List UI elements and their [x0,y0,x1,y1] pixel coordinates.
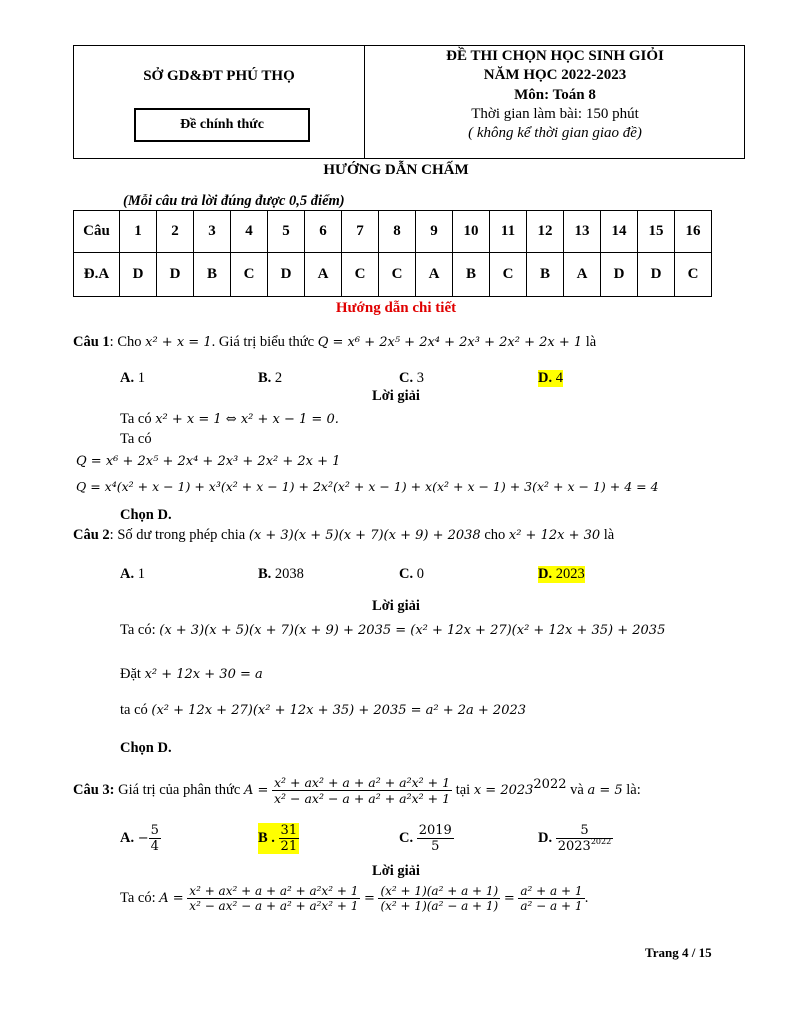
question-number: 10 [453,211,490,253]
question-number: 13 [564,211,601,253]
q2-solution-line3: ta có (x² + 12x + 27)(x² + 12x + 35) + 2035 = a² + 2a + 2023 [120,702,527,718]
answer-cell: D [120,253,157,297]
q2-solution-line1: Ta có: (x + 3)(x + 5)(x + 7)(x + 9) + 2035 = (x² + 12x + 27)(x² + 12x + 35) + 2035 [120,622,666,638]
answer-cell: C [231,253,268,297]
q2-statement: Câu 2: Số dư trong phép chia (x + 3)(x + 5)(x + 7)(x + 9) + 2038 cho x² + 12x + 30 là [73,527,615,543]
department-name: SỞ GD&ĐT PHÚ THỌ [143,68,295,84]
exam-time-note: ( không kể thời gian giao đề) [468,125,642,141]
q2-option-d-correct: D. 2023 [538,566,585,582]
question-number: 14 [601,211,638,253]
answer-cell: D [601,253,638,297]
question-header: Câu [74,211,120,253]
question-number: 7 [342,211,379,253]
answer-header: Đ.A [74,253,120,297]
q1-solution-label: Lời giải [372,388,420,404]
question-number: 4 [231,211,268,253]
q1-option-d-correct: D. 4 [538,370,563,386]
answer-cell: D [638,253,675,297]
q1-option-a: A. 1 [120,370,145,386]
q2-option-b: B. 2038 [258,566,304,582]
official-exam-label: Đề chính thức [134,108,310,142]
q3-option-b-correct: B . $\frac{31}{21}$ [258,823,298,854]
answer-cell: A [305,253,342,297]
question-number: 15 [638,211,675,253]
q2-choose: Chọn D. [120,740,172,756]
q1-option-b: B. 2 [258,370,283,386]
answer-cell: D [157,253,194,297]
answer-cell: C [379,253,416,297]
exam-time: Thời gian làm bài: 150 phút [471,106,639,122]
answer-cell: A [416,253,453,297]
question-number: 1 [120,211,157,253]
score-note: (Mỗi câu trả lời đúng được 0,5 điểm) [123,193,345,209]
q1-expression: Q = x⁶ + 2x⁵ + 2x⁴ + 2x³ + 2x² + 2x + 1 [317,335,583,350]
question-number: 3 [194,211,231,253]
q1-statement: Câu 1: Cho x² + x = 1. Giá trị biểu thức Q = x⁶ + 2x⁵ + 2x⁴ + 2x³ + 2x² + 2x + 1 là [73,334,597,350]
answer-cell: D [268,253,305,297]
answer-cell: A [564,253,601,297]
question-number: 8 [379,211,416,253]
page-number: Trang 4 / 15 [645,945,712,960]
header-box [73,45,745,159]
q3-solution-label: Lời giải [372,863,420,879]
school-year: NĂM HỌC 2022-2023 [483,67,627,83]
answer-cell: C [342,253,379,297]
q1-solution-line2: Ta có [120,431,152,447]
q1-choose: Chọn D. [120,507,172,523]
q3-option-d: D. $\frac{5}{2023^{2022}}$ [538,823,612,854]
q2-label: Câu 2 [73,527,110,543]
q1-solution-line4: Q = x⁴(x² + x − 1) + x³(x² + x − 1) + 2x²(x² + x − 1) + x(x² + x − 1) + 3(x² + x − 1) + 4 = 4 [76,479,659,494]
answer-table [73,210,712,297]
answer-cell: C [490,253,527,297]
guide-title: HƯỚNG DẪN CHẤM [323,162,469,178]
answer-cell: B [527,253,564,297]
q1-label: Câu 1 [73,334,110,350]
question-row [74,211,712,253]
q2-solution-label: Lời giải [372,598,420,614]
answer-row [74,253,712,297]
q2-option-c: C. 0 [399,566,424,582]
q2-option-a: A. 1 [120,566,145,582]
q1-option-c: C. 3 [399,370,424,386]
q3-solution-line1: Ta có: A = $\frac{\text{x² + ax² + a + a² + a²x² + 1}}{\text{x² − ax² − a + a² + a²x² + 1}}$ = $\frac{\text{(x² + 1)(a² + a + 1)}}{\text{(x² + 1)(a² − a + 1)}}$ = $\frac{\text{a² + a + 1}}{\text{a² − a + 1}}$ . [120,884,589,913]
exam-title: ĐỀ THI CHỌN HỌC SINH GIỎI [446,48,664,64]
question-number: 2 [157,211,194,253]
question-number: 12 [527,211,564,253]
detail-title: Hướng dẫn chi tiết [335,300,457,316]
question-number: 11 [490,211,527,253]
question-number: 16 [675,211,712,253]
q1-solution-line3: Q = x⁶ + 2x⁵ + 2x⁴ + 2x³ + 2x² + 2x + 1 [76,454,341,469]
q3-option-c: C. $\frac{2019}{5}$ [399,823,452,854]
answer-cell: C [675,253,712,297]
question-number: 6 [305,211,342,253]
q1-solution-line1: Ta có x² + x = 1 ⇔ x² + x − 1 = 0. [120,411,339,427]
question-number: 9 [416,211,453,253]
answer-cell: B [453,253,490,297]
q3-label: Câu 3: [73,782,115,798]
q3-option-a: A. − $\frac{5}{4}$ [120,823,159,854]
q1-condition: x² + x = 1 [145,335,212,350]
subject: Môn: Toán 8 [514,87,596,103]
q3-statement: Câu 3: Giá trị của phân thức A = $\frac{\text{x² + ax² + a + a² + a²x² + 1}}{\text{x² − ax² − a + a² + a²x² + 1}}$ tại $x = 2023^{2022}$ và a = 5 là: [73,775,641,806]
question-number: 5 [268,211,305,253]
answer-cell: B [194,253,231,297]
q2-solution-line2: Đặt x² + 12x + 30 = a [120,666,263,682]
q3-fraction: $\frac{\text{x² + ax² + a + a² + a²x² + 1}}{\text{x² − ax² − a + a² + a²x² + 1}}$ [274,775,451,806]
